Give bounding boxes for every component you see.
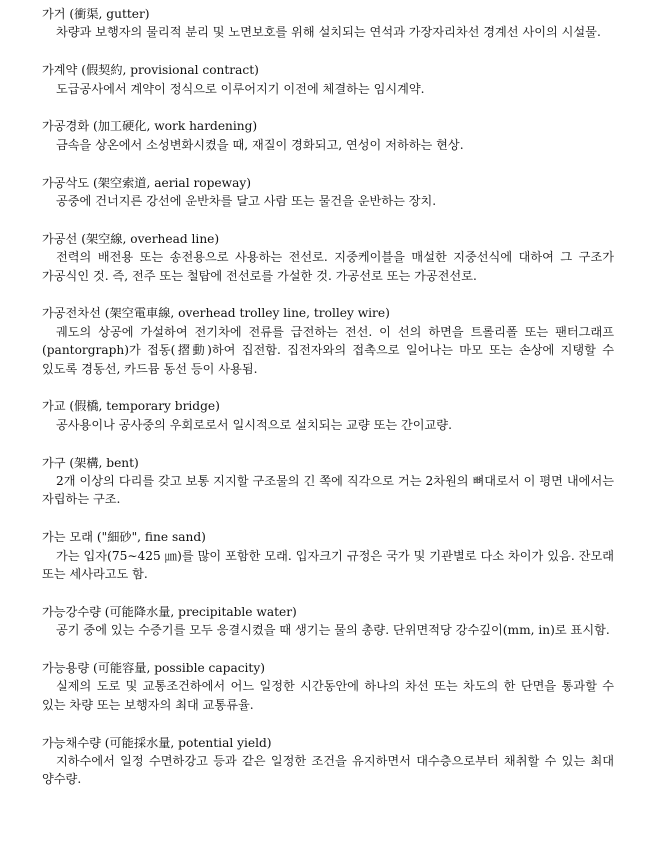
entry-term: 가는 모래 ("細砂", fine sand) (42, 530, 206, 545)
entry-definition: 도급공사에서 계약이 정식으로 이루어지기 이전에 체결하는 임시계약. (56, 81, 425, 96)
entry-term: 가거 (衝渠, gutter) (42, 7, 150, 21)
entry-definition: 공기 중에 있는 수증기를 모두 응결시켰을 때 생기는 물의 총량. 단위면적당 강수깊이(mm, in)로 표시함. (56, 623, 610, 638)
entry-definition: 가는 입자(75∼425 ㎛)를 많이 포함한 모래. 입자크기 규정은 국가 및 기관별로 다소 차이가 있음. 잔모래 또는 세사라고도 함. (42, 548, 614, 582)
entry-definition: 실제의 도로 및 교통조건하에서 어느 일정한 시간동안에 하나의 차선 또는 차도의 한 단면을 통과할 수 있는 차량 또는 보행자의 최대 교통류율. (42, 679, 614, 712)
entry-term: 가능용량 (可能容量, possible capacity) (42, 661, 265, 676)
entry-term: 가공경화 (加工硬化, work hardening) (42, 119, 258, 134)
entry-term: 가능강수량 (可能降水量, precipitable water) (42, 604, 297, 619)
entry-term: 가능채수량 (可能採水量, potential yield) (42, 735, 272, 750)
glossary-entry-work-hardening (42, 117, 614, 154)
entry-definition: 공중에 건너지른 강선에 운반차를 달고 사람 또는 물건을 운반하는 장치. (56, 194, 437, 209)
entry-definition: 지하수에서 일정 수면하강고 등과 같은 일정한 조건을 유지하면서 대수층으로부터 채취할 수 있는 최대 양수량. (42, 754, 614, 787)
glossary-entry-aerial-ropeway (42, 174, 614, 211)
entry-term: 가계약 (假契約, provisional contract) (42, 63, 259, 78)
entry-term: 가교 (假橋, temporary bridge) (42, 399, 220, 414)
glossary-entry-precipitable-water (42, 603, 614, 640)
entry-definition: 금속을 상온에서 소성변화시켰을 때, 재질이 경화되고, 연성이 저하하는 현상. (56, 137, 464, 152)
entry-term: 가공선 (架空線, overhead line) (42, 231, 220, 246)
entry-definition: 차량과 보행자의 물리적 분리 및 노면보호를 위해 설치되는 연석과 가장자리차선 경계선 사이의 시설물. (56, 25, 601, 40)
entry-term: 가공삭도 (架空索道, aerial ropeway) (42, 175, 251, 190)
entry-definition: 공사용이나 공사중의 우회로로서 일시적으로 설치되는 교량 또는 간이교량. (56, 417, 452, 432)
entry-definition: 궤도의 상공에 가설하여 전기차에 전류를 급전하는 전선. 이 선의 하면을 트롤리폴 또는 팬터그래프(pantorgraph)가 접동(摺動)하여 집전함. 집전자와의 접촉으로 일어나는 마모 또는 손상에 지탱할 수 있도록 경동선, 카드뮴 동선 등이 사용됨. (42, 324, 614, 376)
glossary-entry-temporary-bridge (42, 397, 614, 434)
glossary-entry-provisional-contract (42, 61, 614, 98)
glossary-entry-gutter (42, 5, 614, 42)
entry-term: 가구 (架構, bent) (42, 455, 139, 470)
glossary-entry-overhead-trolley-line (42, 304, 614, 378)
glossary-entry-overhead-line (42, 230, 614, 285)
entry-definition: 전력의 배전용 또는 송전용으로 사용하는 전선로. 지중케이블을 매설한 지중선식에 대하여 그 구조가 가공식인 것. 즉, 전주 또는 철탑에 전선로를 가설한 것. 가공선로 또는 가공전선로. (42, 250, 614, 283)
glossary-entry-potential-yield (42, 734, 614, 789)
glossary-entry-fine-sand (42, 528, 614, 583)
glossary-entry-possible-capacity (42, 659, 614, 714)
entry-definition: 2개 이상의 다리를 갖고 보통 지지할 구조물의 긴 쪽에 직각으로 거는 2차원의 뼈대로서 이 평면 내에서는 자립하는 구조. (42, 474, 614, 507)
glossary-entry-bent (42, 454, 614, 509)
entry-term: 가공전차선 (架空電車線, overhead trolley line, trolley wire) (42, 306, 390, 321)
